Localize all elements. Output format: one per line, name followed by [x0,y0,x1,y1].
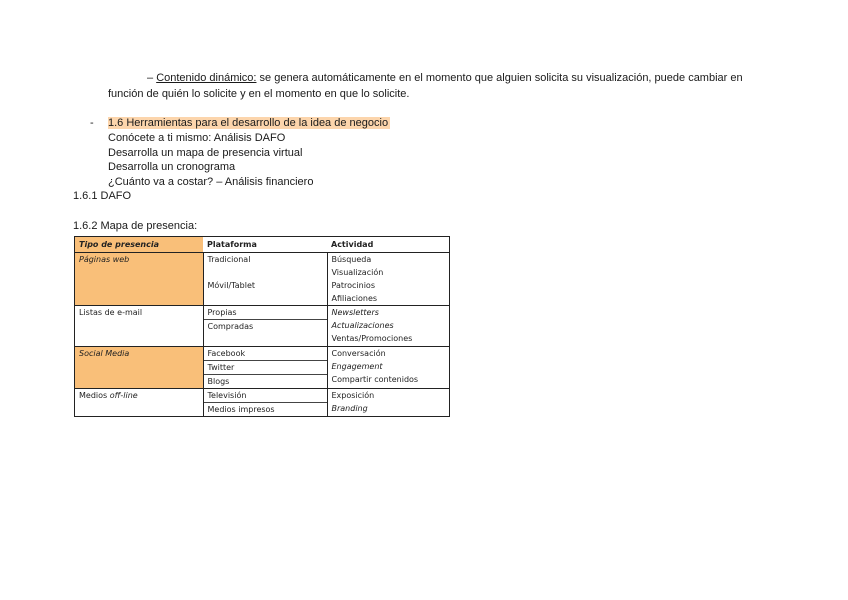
intro-line-1 [147,72,743,84]
list-item: ¿Cuánto va a costar? – Análisis financiero [108,176,314,188]
actividad-cell: Exposición Branding [331,391,375,413]
bullet-dash: - [90,117,94,129]
tipo-cell: Medios off-line [75,389,204,417]
plataforma-cell: Tradicional Móvil/Tablet [203,253,327,306]
header-tipo: Tipo de presencia [75,237,204,253]
tipo-cell: Listas de e-mail [75,306,204,347]
intro-text-1: se genera automáticamente en el momento que alguien solicita su visualización, puede cambiar en [256,72,743,84]
section-1-6-title: 1.6 Herramientas para el desarrollo de la idea de negocio [108,117,389,129]
table-row [75,253,450,306]
section-1-6-2-heading: 1.6.2 Mapa de presencia: [73,220,198,232]
intro-line-2: función de quién lo solicite y en el momento en que lo solicite. [108,88,410,100]
actividad-cell: Conversación Engagement Compartir contenidos [327,347,450,389]
intro-dash: – [147,72,157,84]
actividad-cell: Búsqueda Visualización Patrocinios Afiliaciones [327,253,450,306]
presence-map-table [74,236,450,417]
tipo-cell: Páginas web [75,253,204,306]
list-item: Conócete a ti mismo: Análisis DAFO [108,132,286,144]
plataforma-cell: Facebook Twitter Blogs [203,347,327,389]
plataforma-cell: Propias Compradas [203,306,327,347]
list-item: Desarrolla un cronograma [108,161,236,173]
plataforma-cell: Televisión Medios impresos [203,389,327,417]
header-actividad: Actividad [327,237,450,253]
header-plataforma: Plataforma [203,237,327,253]
table-row [75,306,450,347]
section-1-6-1-heading: 1.6.1 DAFO [73,190,132,202]
table-header-row [75,237,450,253]
table-row [75,389,450,417]
intro-term: Contenido dinámico: [156,72,257,84]
table-row [75,347,450,389]
actividad-cell: Newsletters Actualizaciones Ventas/Promociones [327,306,450,347]
list-item: Desarrolla un mapa de presencia virtual [108,147,303,159]
tipo-cell: Social Media [75,347,204,389]
